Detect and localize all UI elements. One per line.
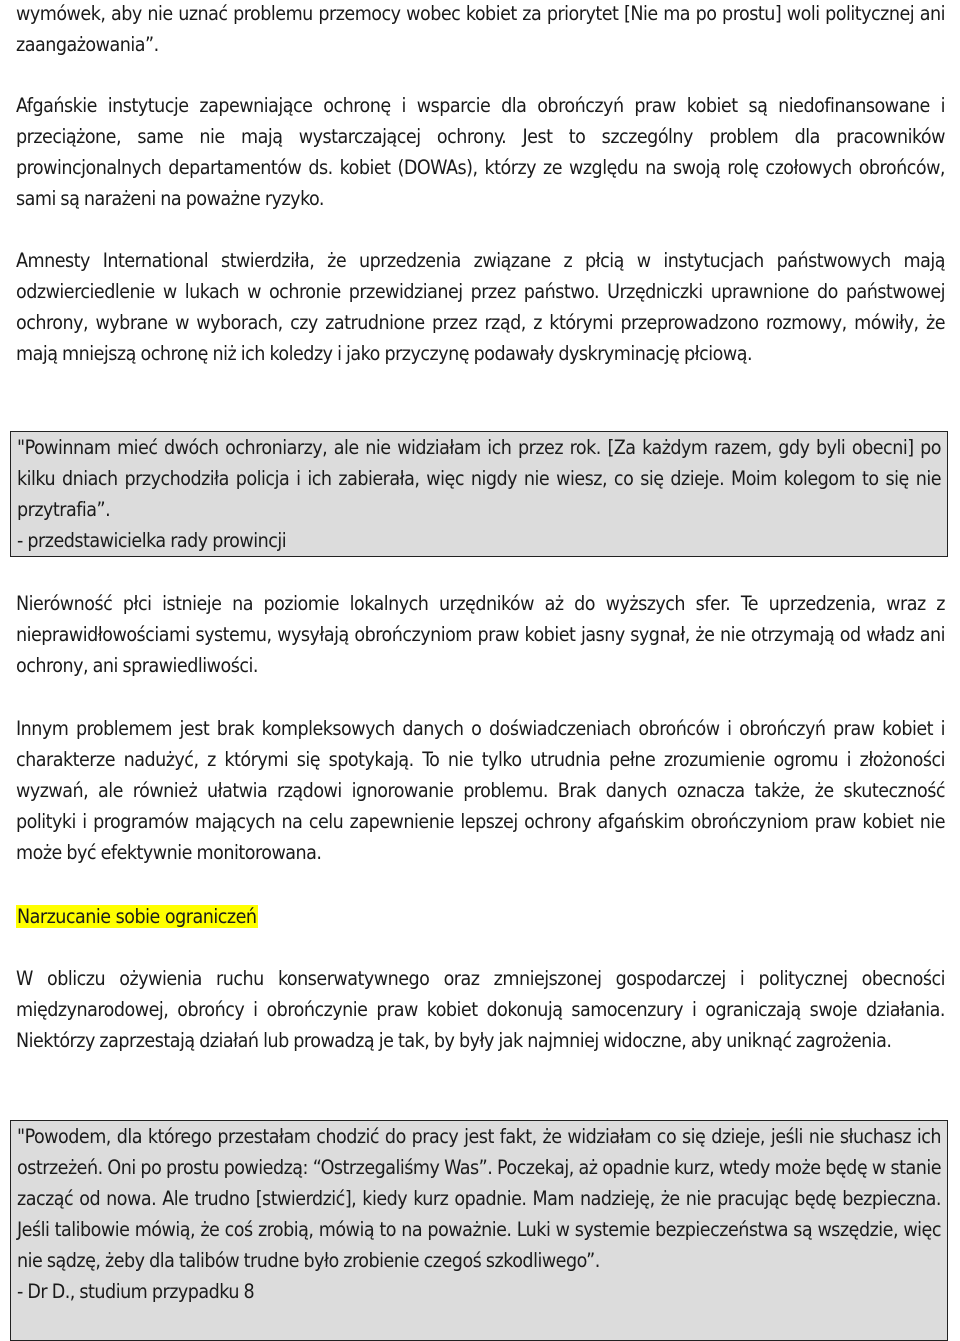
quote-1-attribution: - przedstawicielka rady prowincji [17, 529, 287, 552]
highlighted-heading: Narzucanie sobie ograniczeń [17, 905, 257, 928]
quote-box-2 [10, 1120, 948, 1341]
quote-box-1 [10, 431, 948, 557]
quote-2-attribution: - Dr D., studium przypadku 8 [17, 1280, 255, 1303]
paragraph-4: Nierówność płci istnieje na poziomie lokalnych urzędników aż do wyższych sfer. Te uprzedzenia, wraz z nieprawidłowościami systemu, wysyłają obrończyniom praw kobiet jasny sygnał, że nie otrzymają od władz ani ochrony, ani sprawiedliwości. [16, 592, 945, 677]
paragraph-6: W obliczu ożywienia ruchu konserwatywnego oraz zmniejszonej gospodarczej i politycznej obecności międzynarodowej, obrońcy i obrończynie praw kobiet dokonują samocenzury i ograniczają swoje działania. Niektórzy zaprzestają działań lub prowadzą je tak, by były jak najmniej widoczne, aby uniknąć zagrożenia. [16, 967, 945, 1052]
quote-2-text: "Powodem, dla którego przestałam chodzić do pracy jest fakt, że widziałam co się dzieje, jeśli nie słuchasz ich ostrzeżeń. Oni po prostu powiedzą: “Ostrzegaliśmy Was”. Poczekaj, aż opadnie kurz, wtedy może będę w stanie zacząć od nowa. Ale trudno [stwierdzić], kiedy kurz opadnie. Mam nadzieję, że nie pracując będę bezpieczna. Jeśli talibowie mówią, że coś zrobią, mówią to na poważnie. Luki w systemie bezpieczeństwa są wszędzie, więc nie sądzę, żeby dla talibów trudne było zrobienie czegoś szkodliwego”. - Dr D., studium przypadku 8 [17, 1121, 941, 1307]
paragraph-3: Amnesty International stwierdziła, że uprzedzenia związane z płcią w instytucjach państwowych mają odzwierciedlenie w lukach w ochronie przewidzianej przez państwo. Urzędniczki uprawnione do państwowej ochrony, wybrane w wyborach, czy zatrudnione przez rząd, z którymi przeprowadzono rozmowy, mówiły, że mają mniejszą ochronę niż ich koledzy i jako przyczynę podawały dyskryminację płciową. [16, 249, 945, 365]
section-heading [16, 904, 258, 930]
paragraph-5: Innym problemem jest brak kompleksowych danych o doświadczeniach obrońców i obrończyń praw kobiet i charakterze nadużyć, z którymi się spotykają. To nie tylko utrudnia pełne zrozumienie ogromu i złożoności wyzwań, ale również ułatwia rządowi ignorowanie problemu. Brak danych oznacza także, że skuteczność polityki i programów mających na celu zapewnienie lepszej ochrony afgańskim obrończyniom praw kobiet nie może być efektywnie monitorowana. [16, 717, 945, 864]
paragraph-1: wymówek, aby nie uznać problemu przemocy wobec kobiet za priorytet [Nie ma po prostu] woli politycznej ani zaangażowania”. [16, 2, 945, 56]
quote-1-text: "Powinnam mieć dwóch ochroniarzy, ale nie widziałam ich przez rok. [Za każdym razem, gdy byli obecni] po kilku dniach przychodziła policja i ich zabierała, więc nigdy nie wiesz, co się dzieje. Moim kolegom to się nie przytrafia”. - przedstawicielka rady prowincji [17, 432, 941, 556]
paragraph-2: Afgańskie instytucje zapewniające ochronę i wsparcie dla obrończyń praw kobiet są niedofinansowane i przeciążone, same nie mają wystarczającej ochrony. Jest to szczególny problem dla pracowników prowincjonalnych departamentów ds. kobiet (DOWAs), którzy ze względu na swoją rolę czołowych obrońców, sami są narażeni na poważne ryzyko. [16, 94, 945, 210]
